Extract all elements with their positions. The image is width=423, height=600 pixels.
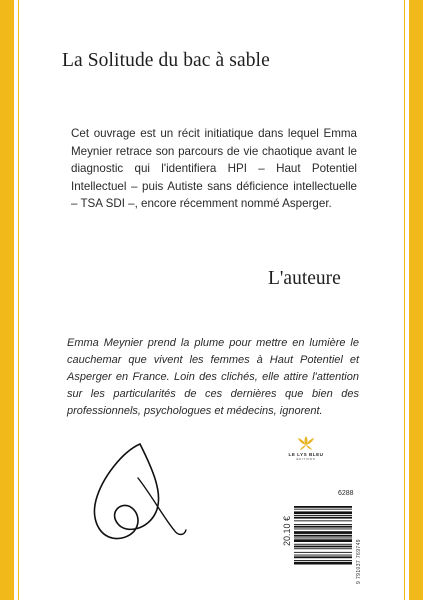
barcode-bar <box>294 556 352 558</box>
left-frame-line <box>18 0 19 600</box>
left-frame-band <box>0 0 14 600</box>
book-title: La Solitude du bac à sable <box>62 50 270 71</box>
barcode-bar <box>294 531 352 534</box>
barcode-bar <box>294 520 352 521</box>
barcode-bar <box>294 517 352 519</box>
price-label: 20.10 € <box>282 515 292 546</box>
barcode-bar <box>294 539 352 542</box>
barcode-digits: 9 791037 769749 <box>356 539 362 584</box>
author-heading: L'auteure <box>268 268 341 289</box>
barcode-bar <box>294 562 352 565</box>
barcode-bar <box>294 552 352 553</box>
reference-code: 6288 <box>338 490 354 497</box>
barcode-bar <box>294 555 352 556</box>
lily-flower-icon <box>296 435 316 451</box>
barcode-bar <box>294 538 352 539</box>
barcode-bar <box>294 509 352 510</box>
barcode-bar <box>294 548 352 549</box>
barcode-bar <box>294 544 352 545</box>
publisher-logo <box>283 435 329 461</box>
barcode-bar <box>294 506 352 508</box>
signature-drawing <box>82 438 192 548</box>
barcode-bar <box>294 511 352 514</box>
right-frame-line <box>404 0 405 600</box>
book-summary: Cet ouvrage est un récit initiatique dans lequel Emma Meynier retrace son parcours de vie chaotique avant le diagnostic qui l'identifiera HPI – Haut Potentiel Intellectuel – puis Autiste sans déficience intellectuelle – TSA SDI –, encore récemment nommé Asperger. <box>71 127 357 211</box>
barcode-bar <box>294 515 352 516</box>
barcode-bar <box>294 529 352 530</box>
barcode-bar <box>294 524 352 525</box>
publisher-name: LE LYS BLEU <box>288 452 324 457</box>
barcode-bar <box>294 535 352 537</box>
author-bio: Emma Meynier prend la plume pour mettre en lumière le cauchemar que vivent les femmes à Haut Potentiel et Asperger en France. Loin des clichés, elle attire l'attention sur les particularités de ces dernières que bien des professionnels, psychologues et médecins, ignorent. <box>67 337 359 417</box>
right-frame-band <box>409 0 423 600</box>
barcode-bar <box>294 546 352 548</box>
barcode-bar <box>294 526 352 528</box>
barcode <box>294 505 352 585</box>
barcode-bar <box>294 560 352 561</box>
publisher-subtitle: ÉDITIONS <box>296 457 316 461</box>
